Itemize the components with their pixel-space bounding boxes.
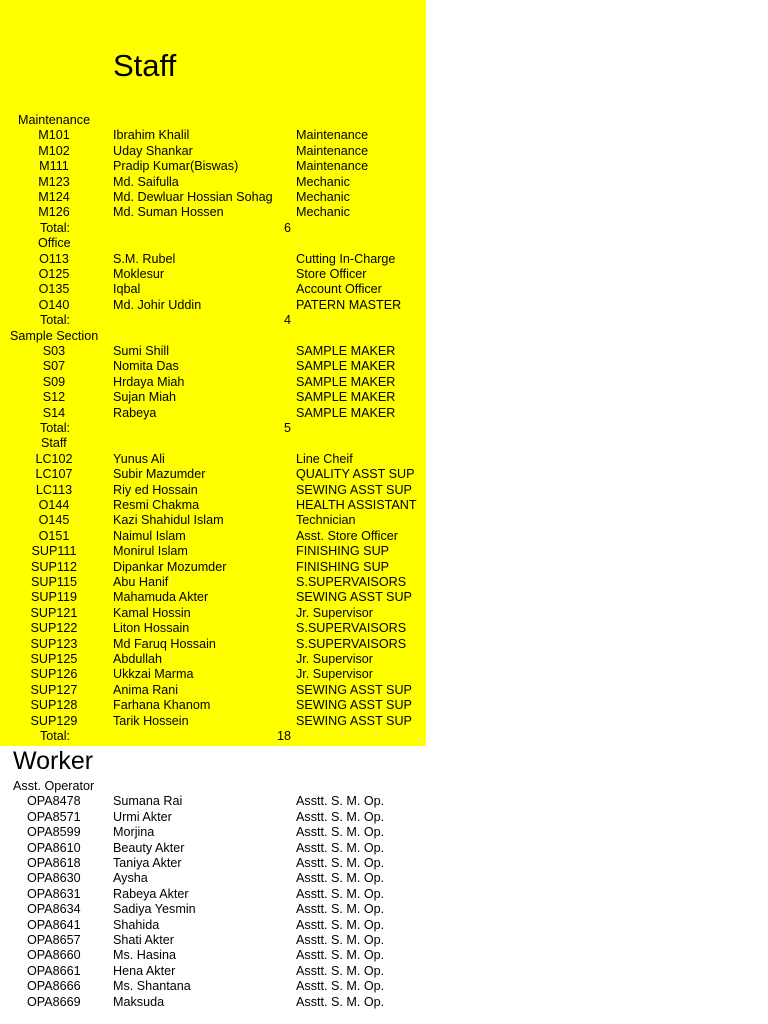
employee-name: Moklesur — [113, 267, 165, 281]
employee-code: SUP115 — [31, 575, 77, 589]
employee-designation: Mechanic — [296, 190, 350, 204]
employee-code: S12 — [42, 390, 66, 405]
employee-code: O135 — [38, 282, 70, 297]
employee-name: Nomita Das — [113, 359, 179, 374]
employee-name: Ukkzai Marma — [113, 667, 194, 682]
table-row — [0, 390, 426, 405]
table-row — [0, 794, 768, 809]
employee-name: Mahamuda Akter — [113, 590, 209, 605]
employee-name: Sadiya Yesmin — [113, 902, 196, 917]
employee-code: O151 — [38, 528, 70, 543]
employee-code: SUP125 — [30, 652, 78, 666]
employee-designation: Asstt. S. M. Op. — [296, 871, 385, 886]
total-value: 6 — [283, 220, 291, 235]
table-row — [0, 544, 426, 559]
employee-designation: Asstt. S. M. Op. — [296, 794, 385, 809]
employee-name: Kamal Hossin — [113, 605, 191, 620]
employee-designation: SAMPLE MAKER — [296, 405, 396, 420]
employee-designation: SAMPLE MAKER — [296, 390, 396, 405]
employee-name: Md Faruq Hossain — [113, 636, 216, 651]
employee-code: SUP121 — [30, 605, 78, 620]
employee-name: Subir Mazumder — [113, 467, 206, 482]
total-value: 4 — [283, 313, 291, 328]
employee-name: Urmi Akter — [113, 809, 172, 824]
employee-designation: Maintenance — [296, 143, 369, 158]
total-row — [0, 313, 426, 328]
employee-designation: Asstt. S. M. Op. — [296, 902, 385, 917]
employee-name: Shahida — [113, 917, 160, 932]
employee-designation: Asstt. S. M. Op. — [296, 856, 385, 870]
employee-code: OPA8478 — [27, 794, 81, 809]
employee-designation: S.SUPERVAISORS — [296, 621, 407, 636]
table-row — [0, 683, 426, 698]
employee-designation: Account Officer — [296, 282, 382, 297]
employee-name: Sujan Miah — [113, 390, 177, 405]
employee-code: S14 — [42, 405, 66, 420]
employee-name: Ms. Shantana — [113, 979, 191, 994]
employee-code: OPA8634 — [27, 902, 81, 917]
employee-code: SUP122 — [30, 621, 78, 636]
table-row — [0, 467, 426, 482]
employee-name: Ms. Hasina — [113, 948, 176, 963]
employee-designation: Store Officer — [296, 267, 367, 281]
employee-designation: SEWING ASST SUP — [296, 590, 412, 605]
table-row — [0, 175, 426, 190]
employee-code: OPA8657 — [27, 933, 81, 947]
employee-designation: Asstt. S. M. Op. — [296, 825, 385, 840]
worker-title: Worker — [13, 747, 94, 775]
section-heading: Staff — [41, 436, 67, 451]
employee-name: Abdullah — [113, 652, 163, 666]
table-row — [0, 902, 768, 917]
table-row — [0, 856, 768, 871]
table-row — [0, 887, 768, 902]
table-row — [0, 606, 426, 621]
employee-name: Farhana Khanom — [113, 698, 211, 713]
employee-designation: Jr. Supervisor — [296, 652, 373, 666]
employee-designation: Asstt. S. M. Op. — [296, 963, 385, 978]
employee-name: Liton Hossain — [113, 621, 190, 636]
table-row — [0, 406, 426, 421]
table-row — [0, 590, 426, 605]
table-row — [0, 344, 426, 359]
table-row — [0, 452, 426, 467]
employee-code: OPA8661 — [27, 963, 81, 978]
employee-designation: S.SUPERVAISORS — [296, 575, 407, 589]
table-row — [0, 205, 426, 220]
table-row — [0, 810, 768, 825]
table-row — [0, 871, 768, 886]
employee-code: OPA8618 — [27, 856, 81, 870]
employee-code: O144 — [38, 498, 70, 512]
employee-designation: Asstt. S. M. Op. — [296, 886, 385, 901]
total-row — [0, 729, 426, 744]
employee-code: O113 — [39, 251, 69, 266]
table-row — [0, 918, 768, 933]
table-row — [0, 667, 426, 682]
employee-name: Iqbal — [113, 282, 141, 297]
employee-code: SUP123 — [30, 636, 78, 651]
employee-designation: SEWING ASST SUP — [296, 482, 412, 497]
employee-code: OPA8669 — [27, 994, 81, 1009]
employee-name: Md. Suman Hossen — [113, 205, 224, 220]
table-row — [0, 964, 768, 979]
employee-code: M124 — [38, 190, 70, 204]
employee-code: LC102 — [35, 451, 73, 466]
employee-name: Pradip Kumar(Biswas) — [113, 159, 239, 174]
total-label: Total: — [39, 313, 71, 328]
table-row — [0, 841, 768, 856]
employee-code: O140 — [38, 297, 70, 312]
employee-designation: HEALTH ASSISTANT — [296, 498, 417, 512]
table-row — [0, 560, 426, 575]
employee-name: Tarik Hossein — [113, 713, 189, 728]
employee-code: S09 — [42, 374, 66, 389]
employee-name: Anima Rani — [113, 682, 179, 697]
employee-name: Taniya Akter — [113, 856, 182, 870]
section-heading: Asst. Operator — [13, 779, 95, 793]
employee-designation: SAMPLE MAKER — [296, 359, 396, 374]
employee-designation: Asstt. S. M. Op. — [296, 994, 385, 1009]
employee-designation: Jr. Supervisor — [296, 667, 373, 682]
employee-designation: Mechanic — [296, 205, 350, 220]
employee-designation: Asstt. S. M. Op. — [296, 917, 385, 932]
employee-designation: Maintenance — [296, 128, 369, 143]
employee-code: OPA8641 — [27, 917, 81, 932]
employee-name: Sumi Shill — [113, 344, 169, 358]
employee-code: M126 — [38, 205, 70, 220]
employee-name: Resmi Chakma — [113, 498, 200, 512]
employee-designation: Technician — [296, 513, 356, 528]
table-row — [0, 621, 426, 636]
total-row — [0, 221, 426, 236]
employee-code: LC107 — [35, 467, 73, 482]
employee-name: Maksuda — [113, 994, 165, 1009]
employee-code: O145 — [38, 513, 70, 528]
table-row — [0, 979, 768, 994]
table-row — [0, 513, 426, 528]
table-row — [0, 498, 426, 513]
employee-designation: PATERN MASTER — [296, 297, 402, 312]
employee-code: M102 — [38, 143, 70, 158]
employee-designation: SEWING ASST SUP — [296, 682, 412, 697]
table-row — [0, 282, 426, 297]
section-heading: Office — [38, 236, 71, 251]
employee-name: Md. Saifulla — [113, 174, 179, 189]
section-heading: Sample Section — [10, 328, 99, 343]
employee-designation: Maintenance — [296, 159, 369, 174]
employee-code: S03 — [42, 344, 66, 358]
employee-name: Sumana Rai — [113, 794, 183, 809]
employee-code: SUP119 — [31, 590, 77, 605]
employee-designation: Asstt. S. M. Op. — [296, 979, 385, 994]
employee-name: Kazi Shahidul Islam — [113, 513, 224, 528]
total-row — [0, 421, 426, 436]
employee-designation: Asst. Store Officer — [296, 528, 398, 543]
table-row — [0, 359, 426, 374]
employee-designation: SAMPLE MAKER — [296, 374, 396, 389]
total-label: Total: — [39, 729, 71, 743]
employee-name: Yunus Ali — [113, 451, 165, 466]
table-row — [0, 714, 426, 729]
employee-code: SUP128 — [30, 698, 78, 713]
employee-designation: S.SUPERVAISORS — [296, 636, 407, 651]
employee-designation: Asstt. S. M. Op. — [296, 809, 385, 824]
table-row — [0, 698, 426, 713]
table-row — [0, 159, 426, 174]
employee-designation: QUALITY ASST SUP — [296, 467, 415, 482]
employee-name: Rabeya Akter — [113, 886, 189, 901]
employee-designation: Mechanic — [296, 174, 350, 189]
employee-code: M101 — [38, 128, 70, 143]
employee-code: SUP126 — [30, 667, 78, 682]
employee-name: Uday Shankar — [113, 143, 193, 158]
employee-code: OPA8599 — [27, 825, 81, 840]
employee-name: Abu Hanif — [113, 575, 169, 589]
employee-name: Shati Akter — [113, 933, 174, 947]
table-row — [0, 529, 426, 544]
employee-designation: FINISHING SUP — [296, 559, 390, 574]
employee-code: O125 — [38, 267, 70, 281]
employee-code: SUP112 — [31, 559, 77, 574]
employee-designation: SEWING ASST SUP — [296, 713, 412, 728]
total-value: 5 — [283, 421, 291, 435]
total-label: Total: — [39, 220, 71, 235]
employee-designation: Line Cheif — [296, 451, 353, 466]
employee-code: OPA8631 — [27, 886, 81, 901]
employee-name: Aysha — [113, 871, 148, 886]
employee-designation: Jr. Supervisor — [296, 605, 373, 620]
table-row — [0, 298, 426, 313]
employee-name: Morjina — [113, 825, 155, 840]
table-row — [0, 252, 426, 267]
table-row — [0, 948, 768, 963]
table-row — [0, 637, 426, 652]
employee-designation: FINISHING SUP — [296, 544, 390, 559]
employee-name: Md. Dewluar Hossian Sohag — [113, 190, 273, 204]
total-value: 18 — [276, 729, 291, 743]
table-row — [0, 128, 426, 143]
employee-name: Md. Johir Uddin — [113, 297, 202, 312]
total-label: Total: — [39, 421, 71, 435]
employee-code: OPA8571 — [27, 809, 81, 824]
employee-name: Naimul Islam — [113, 528, 186, 543]
employee-code: OPA8630 — [27, 871, 81, 886]
table-row — [0, 933, 768, 948]
employee-designation: SAMPLE MAKER — [296, 344, 396, 358]
employee-designation: SEWING ASST SUP — [296, 698, 412, 713]
employee-name: Ibrahim Khalil — [113, 128, 190, 143]
section-heading: Maintenance — [18, 113, 91, 127]
employee-designation: Cutting In-Charge — [296, 251, 396, 266]
table-row — [0, 995, 768, 1010]
employee-name: Monirul Islam — [113, 544, 188, 559]
employee-code: S07 — [42, 359, 66, 374]
employee-designation: Asstt. S. M. Op. — [296, 948, 385, 963]
table-row — [0, 575, 426, 590]
employee-code: LC113 — [35, 482, 73, 497]
employee-name: S.M. Rubel — [113, 251, 176, 266]
staff-title: Staff — [113, 48, 177, 83]
employee-code: SUP129 — [30, 713, 78, 728]
employee-name: Riy ed Hossain — [113, 482, 198, 497]
table-row — [0, 267, 426, 282]
employee-code: OPA8660 — [27, 948, 81, 963]
table-row — [0, 144, 426, 159]
table-row — [0, 825, 768, 840]
employee-name: Hrdaya Miah — [113, 374, 185, 389]
employee-name: Hena Akter — [113, 963, 176, 978]
employee-code: OPA8610 — [27, 840, 81, 855]
employee-code: OPA8666 — [27, 979, 81, 994]
employee-code: M123 — [38, 174, 70, 189]
employee-name: Rabeya — [113, 405, 157, 420]
table-row — [0, 652, 426, 667]
employee-name: Beauty Akter — [113, 840, 185, 855]
table-row — [0, 483, 426, 498]
employee-designation: Asstt. S. M. Op. — [296, 933, 385, 947]
employee-code: SUP111 — [31, 544, 77, 559]
employee-name: Dipankar Mozumder — [113, 559, 227, 574]
employee-code: M111 — [39, 159, 69, 174]
table-row — [0, 190, 426, 205]
employee-code: SUP127 — [30, 682, 78, 697]
employee-designation: Asstt. S. M. Op. — [296, 840, 385, 855]
table-row — [0, 375, 426, 390]
